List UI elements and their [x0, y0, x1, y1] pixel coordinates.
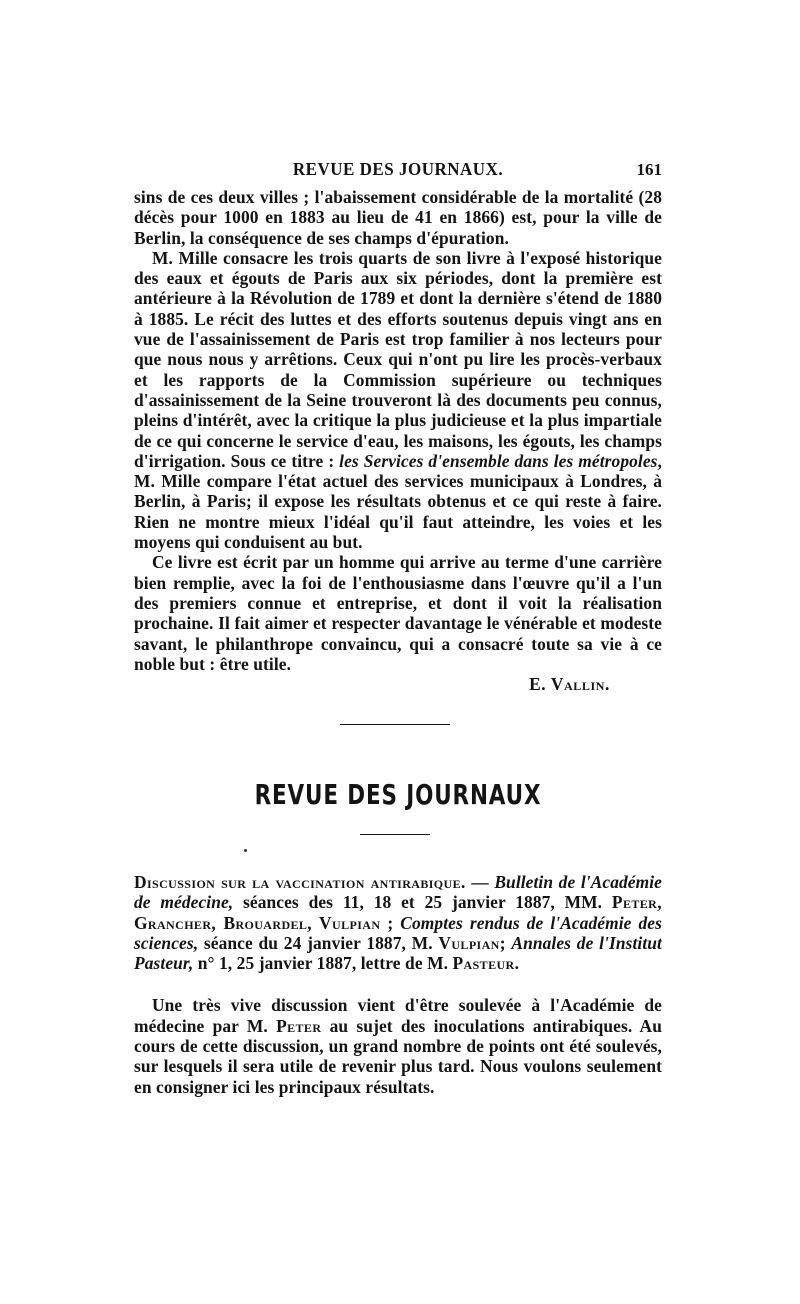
- running-header: [134, 160, 662, 184]
- article-paragraph-1: [134, 995, 662, 1096]
- review-paragraph-3: [134, 552, 662, 674]
- article-heading-author-vulpian: Vulpian: [438, 932, 500, 953]
- review-paragraph-2-title-italic: les Services d'ensemble dans les métropoles: [339, 450, 658, 471]
- article-heading-title: Discussion sur la vaccination antirabique.: [134, 872, 466, 892]
- article-heading-author-pasteur: Pasteur: [452, 953, 515, 974]
- article-paragraph-1-text-a: Une très vive discussion vient d'être soulevée à l'Académie de médecine par M.: [134, 995, 662, 1036]
- printer-speck: [244, 849, 247, 852]
- article-heading: [134, 872, 662, 973]
- article-paragraph-1-name: Peter: [276, 1015, 322, 1036]
- review-signature: E. Vallin.: [529, 674, 610, 695]
- article-heading-text-1: séances des 11, 18 et 25 janvier 1887, MM.: [233, 892, 612, 913]
- article-heading-text-2: ;: [380, 912, 401, 933]
- article-heading-dash: —: [465, 872, 495, 892]
- article-heading-source-3: Annales de l'Institut Pasteur,: [134, 932, 662, 974]
- article-heading-text-5: n° 1, 25 janvier 1887, lettre de M.: [193, 953, 453, 974]
- page-number: 161: [636, 160, 662, 179]
- review-paragraph-1-text: sins de ces deux villes ; l'abaissement considérable de la mortalité (28 décès pour 1000 en 1883 au lieu de 41 en 1866) est, pour la ville de Berlin, la conséquence de ses champs d'épuration.: [134, 187, 662, 248]
- article-heading-source-1: Bulletin de l'Académie de médecine,: [134, 872, 662, 913]
- running-title: REVUE DES JOURNAUX.: [292, 159, 504, 180]
- review-conclusion: [134, 187, 662, 694]
- review-paragraph-3-text: Ce livre est écrit par un homme qui arrive au terme d'une carrière bien remplie, avec la foi de l'enthousiasme dans l'œuvre qu'il a l'un des premiers connue et entreprise, et dont il voit la réalisation prochaine. Il fait aimer et respecter davantage le vénérable et modeste savant, le philanthrope convaincu, qui a consacré toute sa vie à ce noble but : être utile.: [134, 552, 662, 674]
- article-heading-text-4: ;: [499, 932, 512, 953]
- article-heading-source-2: Comptes rendus de l'Académie des sciences,: [134, 912, 662, 953]
- review-paragraph-2-text-a: M. Mille consacre les trois quarts de son livre à l'exposé historique des eaux et égouts de Paris aux six périodes, dont la première est antérieure à la Révolution de 1789 et dont la dernière s'étend de 1880 à 1885. Le récit des luttes et des efforts soutenus depuis vingt ans en vue de l'assainissement de Paris est trop familier à nos lecteurs pour que nous nous y arrêtions. Ceux qui n'ont pu lire les procès-verbaux et les rapports de la Commission supérieure ou techniques d'assainissement de la Seine trouveront là des documents peu connus, pleins d'intérêt, avec la critique la plus judicieuse et la plus impartiale de ce qui concerne le service d'eau, les maisons, les égouts, les champs d'irrigation. Sous ce titre :: [134, 247, 662, 471]
- review-paragraph-2: [134, 248, 662, 552]
- divider-rule-bottom: [360, 834, 430, 835]
- article-heading-authors: Peter, Grancher, Brouardel, Vulpian: [134, 892, 662, 933]
- section-title: REVUE DES JOURNAUX: [254, 778, 542, 811]
- article: [134, 872, 662, 1097]
- article-heading-text-6: .: [514, 953, 520, 974]
- divider-rule-top: [340, 724, 450, 725]
- review-paragraph-2-text-b: , M. Mille compare l'état actuel des services municipaux à Londres, à Berlin, à Paris; il expose les résultats obtenus et ce qui reste à faire. Rien ne montre mieux l'idéal qu'il faut atteindre, les voies et les moyens qui conduisent au but.: [134, 450, 662, 553]
- article-paragraph-1-text-b: au sujet des inoculations antirabiques. Au cours de cette discussion, un grand nombre de points ont été soulevés, sur lesquels il sera utile de revenir plus tard. Nous voulons seulement en consigner ici les principaux résultats.: [134, 1015, 662, 1097]
- review-paragraph-1: [134, 187, 662, 248]
- article-heading-text-3: séance du 24 janvier 1887, M.: [198, 932, 439, 953]
